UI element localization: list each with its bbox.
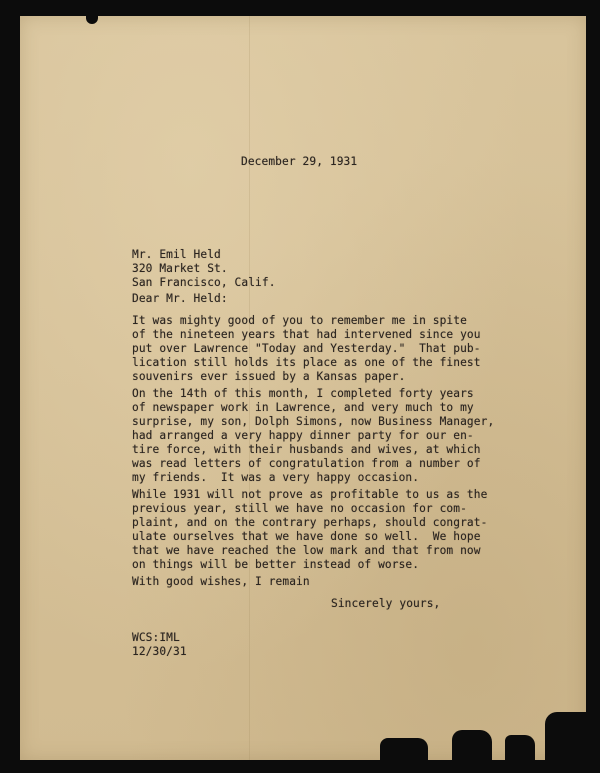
body-line: of newspaper work in Lawrence, and very much to my bbox=[132, 401, 474, 414]
body-line: While 1931 will not prove as profitable to us as the bbox=[132, 488, 488, 501]
body-line: of the nineteen years that had intervened since you bbox=[132, 328, 481, 341]
body-line: lication still holds its place as one of the finest bbox=[132, 356, 481, 369]
body-line: ulate ourselves that we have done so well. We hope bbox=[132, 530, 481, 543]
body-line: It was mighty good of you to remember me in spite bbox=[132, 314, 467, 327]
body-line: plaint, and on the contrary perhaps, should congrat- bbox=[132, 516, 488, 529]
body-line: was read letters of congratulation from a number of bbox=[132, 457, 481, 470]
body-line: that we have reached the low mark and that from now bbox=[132, 544, 481, 557]
body-line: With good wishes, I remain bbox=[132, 575, 310, 588]
recipient-name: Mr. Emil Held bbox=[132, 248, 221, 261]
body-line: on things will be better instead of worse. bbox=[132, 558, 420, 571]
letter-date: December 29, 1931 bbox=[241, 155, 358, 168]
body-line: On the 14th of this month, I completed forty years bbox=[132, 387, 474, 400]
reference-date: 12/30/31 bbox=[132, 645, 187, 658]
salutation: Dear Mr. Held: bbox=[132, 292, 228, 305]
body-line: had arranged a very happy dinner party for our en- bbox=[132, 429, 474, 442]
body-line: surprise, my son, Dolph Simons, now Business Manager, bbox=[132, 415, 495, 428]
closing: Sincerely yours, bbox=[331, 597, 441, 610]
recipient-street: 320 Market St. bbox=[132, 262, 228, 275]
body-line: tire force, with their husbands and wives, at which bbox=[132, 443, 481, 456]
reference-initials: WCS:IML bbox=[132, 631, 180, 644]
recipient-city: San Francisco, Calif. bbox=[132, 276, 276, 289]
body-line: souvenirs ever issued by a Kansas paper. bbox=[132, 370, 406, 383]
body-line: previous year, still we have no occasion for com- bbox=[132, 502, 467, 515]
body-line: my friends. It was a very happy occasion. bbox=[132, 471, 420, 484]
body-line: put over Lawrence "Today and Yesterday." That pub- bbox=[132, 342, 481, 355]
